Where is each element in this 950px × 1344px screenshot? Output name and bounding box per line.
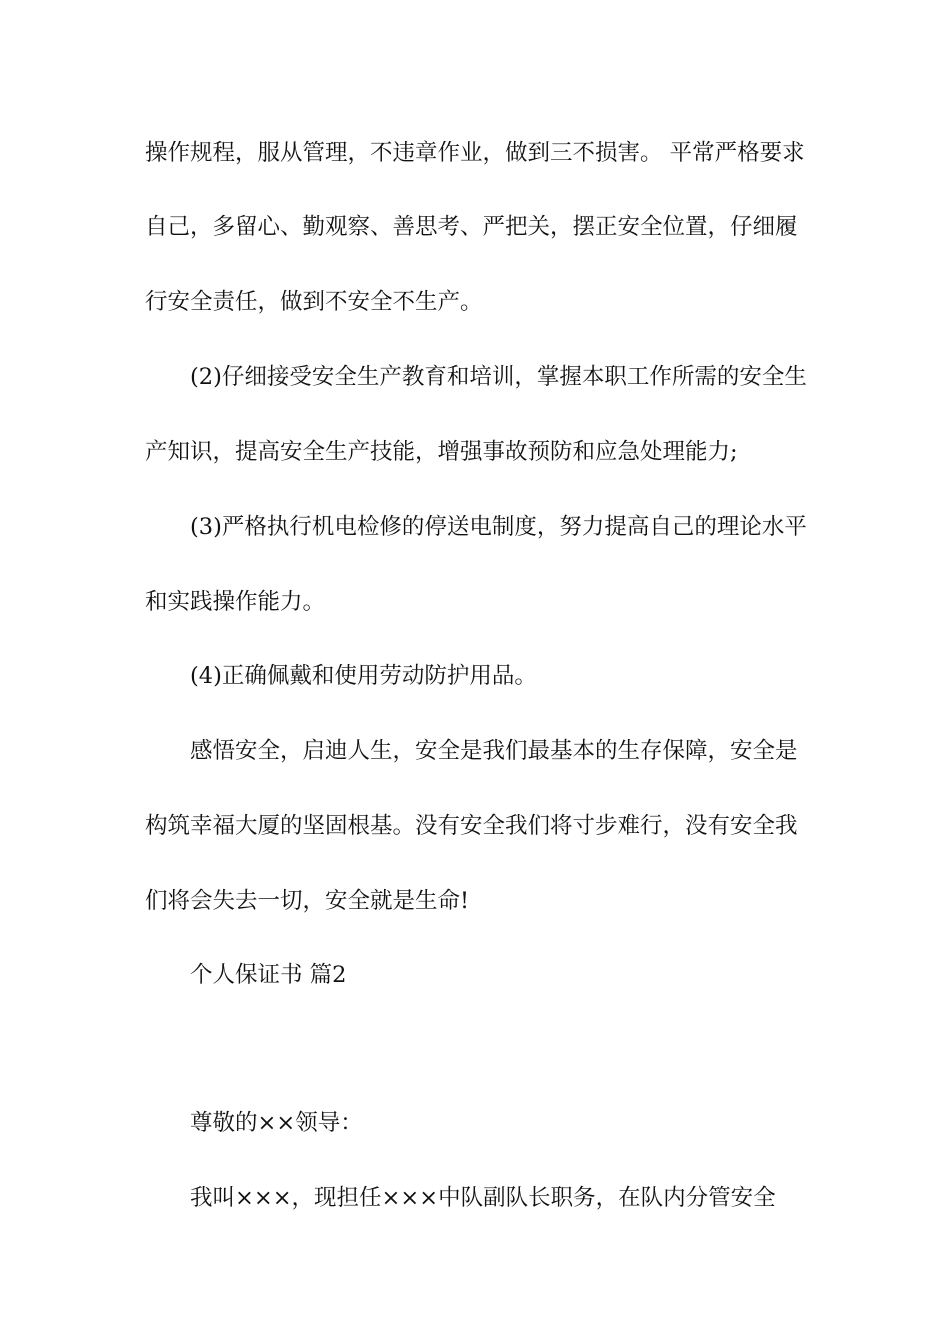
text-line-7: 和实践操作能力。 (145, 589, 326, 615)
text-line-6: (3)严格执行机电检修的停送电制度，努力提高自己的理论水平 (190, 514, 807, 540)
text-line-1: 操作规程，服从管理，不违章作业，做到三不损害。 平常严格要求 (145, 140, 805, 166)
text-line-2: 自己，多留心、勤观察、善思考、严把关，摆正安全位置，仔细履 (145, 214, 798, 240)
text-line-3: 行安全责任，做到不安全不生产。 (145, 289, 483, 315)
salutation: 尊敬的××领导： (190, 1110, 363, 1136)
text-line-11: 们将会失去一切，安全就是生命! (145, 888, 470, 914)
text-line-14: 我叫×××，现担任×××中队副队长职务，在队内分管安全 (190, 1185, 776, 1211)
text-line-4: (2)仔细接受安全生产教育和培训，掌握本职工作所需的安全生 (190, 364, 807, 390)
text-line-10: 构筑幸福大厦的坚固根基。没有安全我们将寸步难行，没有安全我 (145, 813, 798, 839)
section-heading: 个人保证书 篇2 (190, 962, 347, 988)
text-line-5: 产知识，提高安全生产技能，增强事故预防和应急处理能力; (145, 439, 738, 465)
text-line-9: 感悟安全，启迪人生，安全是我们最基本的生存保障，安全是 (190, 738, 798, 764)
text-line-8: (4)正确佩戴和使用劳动防护用品。 (190, 663, 537, 689)
